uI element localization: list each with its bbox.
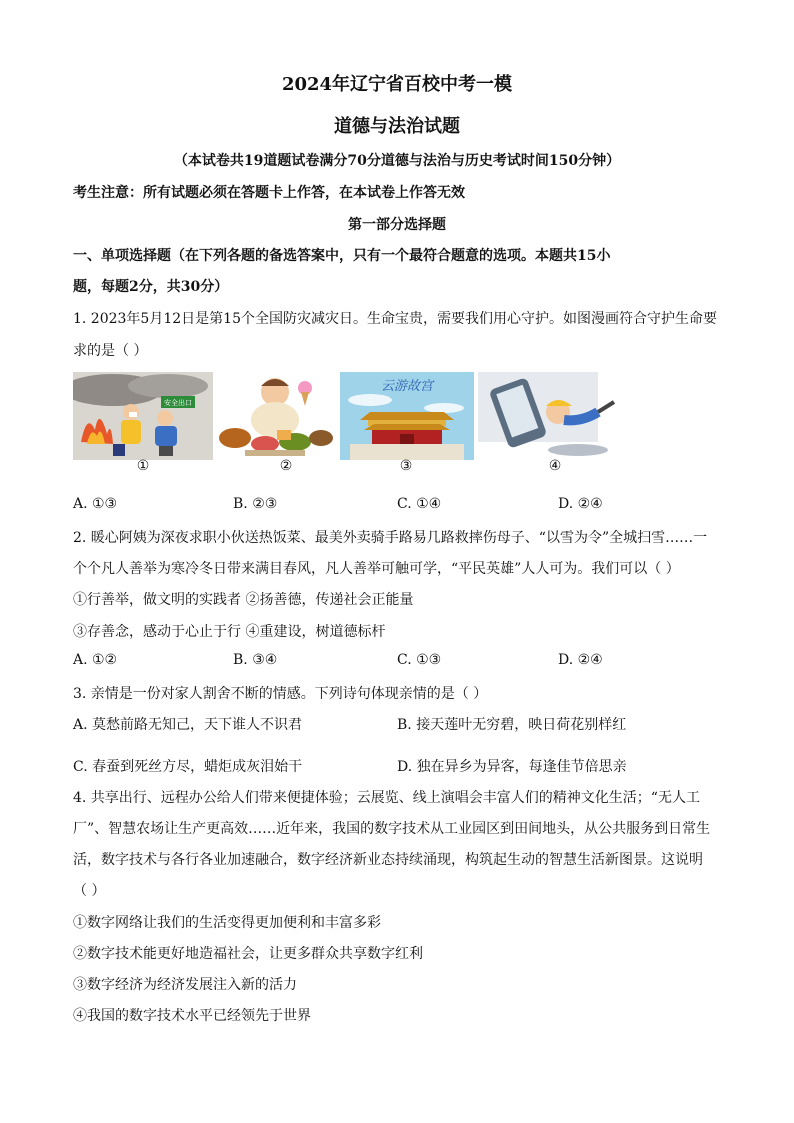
q2-statement-line1: ①行善举，做文明的实践者 ②扬善德，传递社会正能量 bbox=[73, 592, 414, 608]
q1-option-b[interactable]: B. ②③ bbox=[233, 496, 278, 512]
q4-statement-4: ④我国的数字技术水平已经领先于世界 bbox=[73, 1008, 311, 1024]
picture-label-3: ③ bbox=[399, 458, 413, 474]
q1-option-c[interactable]: C. ①④ bbox=[397, 496, 442, 512]
q1-cartoon-strip bbox=[73, 372, 633, 482]
q3-stem: 3. 亲情是一份对家人割舍不断的情感。下列诗句体现亲情的是（ ） bbox=[73, 686, 488, 702]
picture-label-4: ④ bbox=[548, 458, 562, 474]
q3-option-c[interactable]: C. 春蚕到死丝方尽，蜡炬成灰泪始干 bbox=[73, 759, 303, 775]
escape-fire-cartoon-icon bbox=[73, 372, 213, 460]
picture-label-2: ② bbox=[279, 458, 293, 474]
q4-stem-line3: 活，数字技术与各行各业加速融合，数字经济新业态持续涌现，构筑起生动的智慧生活新图景。这说明 bbox=[73, 852, 703, 868]
forbidden-city-cartoon-icon bbox=[340, 372, 474, 460]
q2-stem-line1: 2. 暖心阿姨为深夜求职小伙送热饭菜、最美外卖骑手路易几路救摔伤母子、“以雪为令”全城扫雪……一 bbox=[73, 530, 708, 546]
q1-option-d[interactable]: D. ②④ bbox=[558, 496, 603, 512]
q1-option-a[interactable]: A. ①③ bbox=[73, 496, 118, 512]
q2-option-d[interactable]: D. ②④ bbox=[558, 652, 603, 668]
q1-stem-line2: 求的是（ ） bbox=[73, 343, 148, 359]
q4-statement-2: ②数字技术能更好地造福社会，让更多群众共享数字红利 bbox=[73, 946, 423, 962]
q4-statement-3: ③数字经济为经济发展注入新的活力 bbox=[73, 977, 297, 993]
banner-text: 云游故宫 bbox=[380, 379, 434, 394]
phone-addiction-cartoon-icon bbox=[478, 372, 618, 460]
exit-sign-text: 安全出口 bbox=[164, 399, 192, 407]
q2-statement-line2: ③存善念，感动于心止于行 ④重建设，树道德标杆 bbox=[73, 624, 386, 640]
q2-option-a[interactable]: A. ①② bbox=[73, 652, 118, 668]
q3-option-a[interactable]: A. 莫愁前路无知己，天下谁人不识君 bbox=[73, 717, 303, 733]
section-heading-line1: 一、单项选择题（在下列各题的备选答案中，只有一个最符合题意的选项。本题共15小 bbox=[73, 248, 611, 264]
picture-label-1: ① bbox=[136, 458, 150, 474]
exam-title: 2024年辽宁省百校中考一模 bbox=[281, 74, 513, 95]
candidate-notice: 考生注意：所有试题必须在答题卡上作答，在本试卷上作答无效 bbox=[73, 185, 465, 201]
section-heading-line2: 题，每题2分，共30分） bbox=[73, 279, 229, 295]
overeating-cartoon-icon bbox=[215, 372, 337, 460]
q4-stem-line2: 厂”、智慧农场让生产更高效……近年来，我国的数字技术从工业园区到田间地头，从公共服务到日常生 bbox=[73, 821, 711, 837]
q3-option-d[interactable]: D. 独在异乡为异客，每逢佳节倍思亲 bbox=[397, 759, 627, 775]
q1-stem-line1: 1. 2023年5月12日是第15个全国防灾减灾日。生命宝贵，需要我们用心守护。如图漫画符合守护生命要 bbox=[73, 311, 717, 327]
q2-option-c[interactable]: C. ①③ bbox=[397, 652, 442, 668]
q4-stem-line1: 4. 共享出行、远程办公给人们带来便捷体验；云展览、线上演唱会丰富人们的精神文化生活；“无人工 bbox=[73, 790, 700, 806]
subject-title: 道德与法治试题 bbox=[334, 116, 460, 137]
q4-stem-line4: （ ） bbox=[73, 883, 106, 899]
q3-option-b[interactable]: B. 接天莲叶无穷碧，映日荷花别样红 bbox=[397, 717, 627, 733]
part-heading: 第一部分选择题 bbox=[348, 217, 446, 233]
q2-option-b[interactable]: B. ③④ bbox=[233, 652, 278, 668]
q4-statement-1: ①数字网络让我们的生活变得更加便利和丰富多彩 bbox=[73, 915, 381, 931]
exam-note: （本试卷共19道题试卷满分70分道德与法治与历史考试时间150分钟） bbox=[173, 153, 621, 169]
q2-stem-line2: 个个凡人善举为寒冷冬日带来满目春风，凡人善举可触可学，“平民英雄”人人可为。我们可以（ ） bbox=[73, 561, 680, 577]
